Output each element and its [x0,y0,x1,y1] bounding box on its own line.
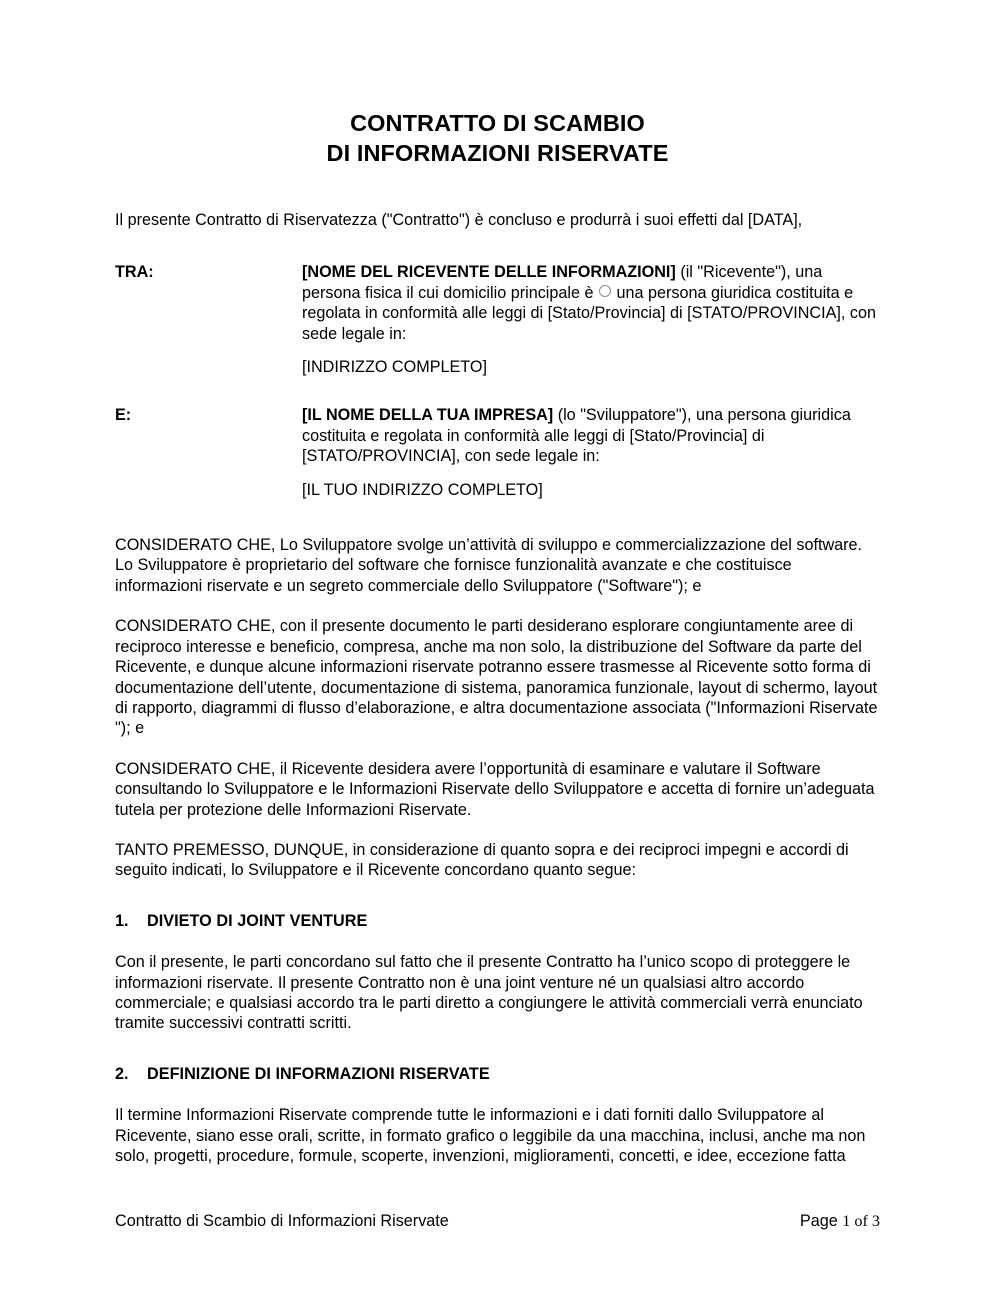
spacer-before-section-1 [115,881,880,911]
section-number-1: 1. [115,911,129,930]
section-body-2: Il termine Informazioni Riservate comprende tutte le informazioni e i dati forniti dallo Sviluppatore al Ricevente, siano esse orali, scritte, in formato grafico o leggibile da una macchina, inclusi, anche ma non solo, progetti, procedure, formule, scoperte, invenzioni, miglioramenti, concetti, e idee, eccezione fatta [115,1106,866,1165]
party-label-tra: TRA: [115,263,154,282]
party-label-e: E: [115,406,132,425]
party-block-e [115,405,880,466]
spacer-recital-2 [115,739,880,759]
title-line-1: CONTRATTO DI SCAMBIO [350,110,645,136]
spacer-after-title [115,168,880,210]
party-address-e: [IL TUO INDIRIZZO COMPLETO] [302,480,543,499]
party-text-after-glyph-tra: una persona giuridica costituita e regolata in conformità alle leggi di [Stato/Provincia] di [STATO/PROVINCIA], con sede legale in: [302,283,877,343]
party-address-tra: [INDIRIZZO COMPLETO] [302,358,487,377]
spacer-before-party-tra [115,230,880,262]
recital-paragraph-1: CONSIDERATO CHE, Lo Sviluppatore svolge un’attività di sviluppo e commercializzazione del software. Lo Sviluppatore è proprietario del software che fornisce funzionalità avanzate e che costituisce informazioni riservate e un segreto commerciale dello Sviluppatore ("Software"); e [115,536,863,595]
spacer-before-address-e [115,467,880,480]
spacer-after-heading-2 [115,1084,880,1105]
section-heading-1 [115,911,880,931]
section-title-2: DEFINIZIONE DI INFORMAZIONI RISERVATE [147,1064,490,1083]
party-block-tra [115,262,880,344]
spacer-before-recitals [115,500,880,535]
spacer-recital-3 [115,820,880,840]
document-body [115,108,880,1166]
recital-paragraph-3: CONSIDERATO CHE, il Ricevente desidera avere l’opportunità di esaminare e valutare il Software consultando lo Sviluppatore e le Informazioni Riservate dello Sviluppatore e accetta di fornire un’adeguata tutela per protezione delle Informazioni Riservate. [115,759,875,819]
footer-page-word: Page [799,1212,838,1230]
intro-paragraph: Il presente Contratto di Riservatezza ("Contratto") è concluso e produrrà i suoi effetti dal [DATA], [115,211,803,229]
page-footer [115,1211,880,1231]
recital-paragraph-4: TANTO PREMESSO, DUNQUE, in considerazione di quanto sopra e dei reciproci impegni e accordi di seguito indicati, lo Sviluppatore e il Ricevente concordano quanto segue: [115,840,849,880]
title-line-2: DI INFORMAZIONI RISERVATE [326,140,669,166]
spacer-before-section-2 [115,1034,880,1064]
party-text-e: (lo "Sviluppatore"), una persona giuridica costituita e regolata in conformità alle leggi di [Stato/Provincia] di [STATO/PROVINCIA], con sede legale in: [302,406,851,466]
spacer-before-party-e [115,377,880,405]
spacer-before-address-tra [115,344,880,357]
party-body-tra [302,262,880,344]
section-body-1: Con il presente, le parti concordano sul fatto che il presente Contratto ha l’unico scopo di proteggere le informazioni riservate. Il presente Contratto non è una joint venture né un qualsiasi altro accordo commerciale; e qualsiasi accordo tra le parti diretto a congiungere le attività commerciali verrà enunciato tramite successivi contratti scritti. [115,953,863,1033]
footer-page-number [800,1211,880,1231]
party-body-e [302,405,880,466]
section-number-2: 2. [115,1064,129,1083]
page-title [115,108,880,168]
party-name-tra: [NOME DEL RICEVENTE DELLE INFORMAZIONI] [302,263,676,282]
section-title-1: DIVIETO DI JOINT VENTURE [147,911,368,930]
spacer-after-heading-1 [115,931,880,952]
recital-paragraph-2: CONSIDERATO CHE, con il presente documento le parti desiderano esplorare congiuntamente aree di reciproco interesse e beneficio, compresa, anche ma non solo, la distribuzione del Software da parte del Ricevente, e dunque alcune informazioni riservate potranno essere trasmesse al Ricevente sotto forma di documentazione dell’utente, documentazione di sistema, panoramica funzionale, layout di schermo, layout di rapporto, diagrammi di flusso d’elaborazione, e altra documentazione associata ("Informazioni Riservate "); e [115,617,878,738]
radio-circle-icon[interactable] [599,285,611,297]
footer-document-name: Contratto di Scambio di Informazioni Riservate [115,1212,449,1230]
spacer-recital-1 [115,596,880,616]
party-name-e: [IL NOME DELLA TUA IMPRESA] [302,406,554,425]
footer-page-field: 1 of 3 [842,1212,880,1230]
party-text-before-glyph-tra: (il "Ricevente"), una persona fisica il cui domicilio principale è [302,263,823,302]
section-heading-2 [115,1064,880,1084]
